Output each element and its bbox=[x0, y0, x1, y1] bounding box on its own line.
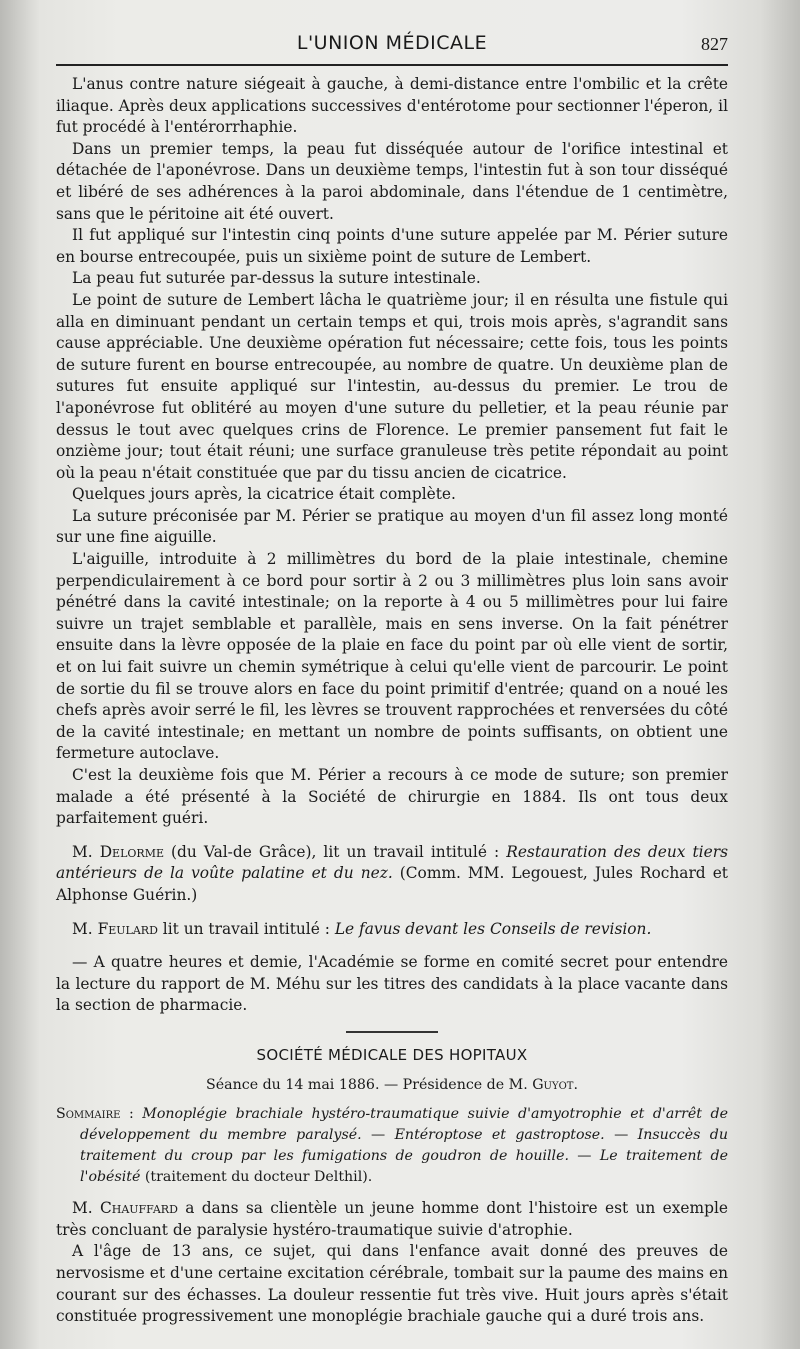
text-span: . bbox=[573, 1076, 578, 1093]
session-line bbox=[56, 1075, 728, 1097]
summary-item: Entéroptose et gastroptose. bbox=[394, 1127, 605, 1144]
monsieur-abbrev: M. bbox=[72, 842, 93, 861]
summary bbox=[56, 1104, 728, 1188]
feulard-paragraph bbox=[56, 919, 728, 941]
author-name: Delorme bbox=[99, 842, 164, 861]
paragraph: L'aiguille, introduite à 2 millimètres du bord de la plaie intestinale, chemine perpendiculairement à ce bord pour sortir à 2 ou 3 millimètres plus loin sans avoir pénétré dans la cavité intestinale; on la reporte à 4 ou 5 millimètres pour lui faire suivre un trajet semblable et parallèle, mais en sens inverse. On la fait pénétrer ensuite dans la lèvre opposée de la plaie en face du point par où elle vient de sortir, et on lui fait suivre un chemin symétrique à celui qu'elle vient de parcourir. Le point de sortie du fil se trouve alors en face du point primitif d'entrée; quand on a noué les chefs après avoir serré le fil, les lèvres se trouvent rapprochées et renversées du côté de la cavité intestinale; en mettant un nombre de points suffisants, on obtient une fermeture autoclave. bbox=[56, 550, 728, 763]
paragraph: Dans un premier temps, la peau fut disséquée autour de l'orifice intestinal et détachée de l'aponévrose. Dans un deuxième temps, l'intestin fut à son tour disséqué et libéré de ses adhérences à la paroi abdominale, dans l'étendue de 1 centimètre, sans que le péritoine ait été ouvert. bbox=[56, 139, 728, 223]
text-span: (traitement du docteur Delthil). bbox=[140, 1169, 373, 1186]
text-span: Séance du 14 mai 1886. — Présidence de M. bbox=[206, 1076, 533, 1093]
section-heading: SOCIÉTÉ MÉDICALE DES HOPITAUX bbox=[256, 1045, 528, 1064]
work-title: Restauration des deux tiers antérieurs de la voûte palatine et du nez. bbox=[56, 842, 728, 883]
text-span: : bbox=[120, 1106, 143, 1123]
paragraph: La peau fut suturée par-dessus la suture intestinale. bbox=[72, 269, 481, 288]
summary-item: Monoplégie brachiale hystéro-traumatique suivie d'amyotrophie et d'arrêt de développement du membre paralysé. bbox=[80, 1106, 728, 1144]
page-number: 827 bbox=[701, 34, 728, 54]
president-name: Guyot bbox=[532, 1076, 574, 1093]
summary-item: Insuccès du traitement du croup par les fumigations de goudron de houille. bbox=[80, 1127, 728, 1165]
paragraph: C'est la deuxième fois que M. Périer a recours à ce mode de suture; son premier malade a été présenté à la Société de chirurgie en 1884. Ils ont tous deux parfaitement guéri. bbox=[56, 766, 728, 828]
delorme-paragraph bbox=[56, 842, 728, 907]
author-name: Chauffard bbox=[99, 1199, 178, 1218]
paragraph: L'anus contre nature siégeait à gauche, à demi-distance entre l'ombilic et la crête iliaque. Après deux applications successives d'entérotome pour sectionner l'éperon, il fut procédé à l'entérorrhaphie. bbox=[56, 75, 728, 137]
paragraph: A l'âge de 13 ans, ce sujet, qui dans l'enfance avait donné des preuves de nervosisme et d'une certaine excitation cérébrale, tombait sur la paume des mains en courant sur des échasses. La douleur ressentie fut très vive. Huit jours après s'était constituée progressivement une monoplégie brachiale gauche qui a duré trois ans. bbox=[56, 1242, 728, 1326]
paragraph: Le point de suture de Lembert lâcha le quatrième jour; il en résulta une fistule qui alla en diminuant pendant un certain temps et qui, trois mois après, s'agrandit sans cause appréciable. Une deuxième opération fut nécessaire; cette fois, tous les points de suture furent en bourse entrecoupée, au nombre de quatre. Un deuxième plan de sutures fut ensuite appliqué sur l'intestin, au-dessus du premier. Le trou de l'aponévrose fut oblitéré au moyen d'une suture du pelletier, et la peau réunie par dessus le tout avec quelques crins de Florence. Le premier pansement fut fait le onzième jour; tout était réuni; une surface granuleuse très petite répondait au point où la peau n'était constituée que par du tissu ancien de cicatrice. bbox=[56, 290, 728, 482]
text-span: — bbox=[569, 1148, 600, 1165]
paragraph: Quelques jours après, la cicatrice était complète. bbox=[72, 485, 456, 504]
work-title: Le favus devant les Conseils de revision. bbox=[334, 919, 652, 938]
text-span: (du Val-de Grâce), lit un travail intitulé : bbox=[164, 842, 507, 861]
page-header bbox=[56, 32, 728, 62]
text-span: — bbox=[361, 1127, 395, 1144]
summary-label: Sommaire bbox=[56, 1106, 121, 1123]
paragraph: La suture préconisée par M. Périer se pratique au moyen d'un fil assez long monté sur une fine aiguille. bbox=[56, 506, 728, 547]
running-title: L'UNION MÉDICALE bbox=[296, 32, 488, 54]
text-span: a dans sa clientèle un jeune homme dont l'histoire est un exemple très concluant de paralysie hystéro-traumatique suivie d'atrophie. bbox=[56, 1199, 728, 1239]
author-name: Feulard bbox=[97, 919, 158, 938]
paragraph: Il fut appliqué sur l'intestin cinq points d'une suture appelée par M. Périer suture en bourse entrecoupée, puis un sixième point de suture de Lembert. bbox=[56, 226, 728, 266]
header-rule bbox=[56, 64, 728, 66]
text-span: (Comm. MM. Legouest, Jules Rochard et Alphonse Guérin.) bbox=[56, 864, 728, 904]
text-span: — bbox=[604, 1127, 638, 1144]
chauffard-paragraph bbox=[56, 1198, 728, 1241]
body-text bbox=[56, 74, 728, 1328]
monsieur-abbrev: M. bbox=[72, 919, 93, 938]
text-span: lit un travail intitulé : bbox=[157, 919, 335, 938]
summary-item: Le traitement de l'obésité bbox=[80, 1148, 728, 1186]
section-divider bbox=[346, 1031, 438, 1033]
academie-paragraph: — A quatre heures et demie, l'Académie se forme en comité secret pour entendre la lecture du rapport de M. Méhu sur les titres des candidats à la place vacante dans la section de pharmacie. bbox=[56, 953, 728, 1015]
monsieur-abbrev: M. bbox=[72, 1199, 93, 1218]
